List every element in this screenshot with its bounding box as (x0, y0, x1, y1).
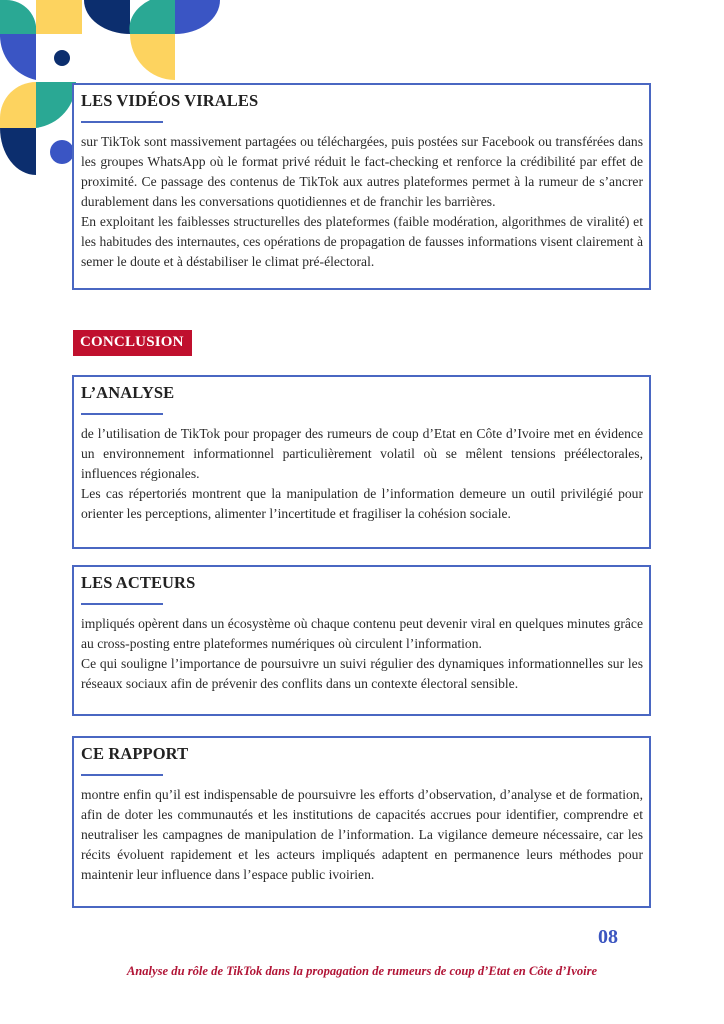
conclusion-badge: CONCLUSION (73, 330, 192, 356)
title-underline (81, 603, 163, 605)
yellow-quarter-circle-shape (0, 82, 36, 128)
section-paragraph: sur TikTok sont massivement partagées ou téléchargées, puis postées sur Facebook ou transférées dans les groupes WhatsApp où le format privé réduit le fact-checking et renforce la crédibilité par effet de proximité. Ce passage des contenus de TikTok aux autres plateformes permet à la rumeur de s’ancrer durablement dans les conversations quotidiennes et de franchir les barrières. (81, 134, 643, 209)
section-acteurs (72, 565, 651, 716)
section-title: CE RAPPORT (81, 744, 189, 763)
section-paragraph: Les cas répertoriés montrent que la manipulation de l’information demeure un outil privilégié pour orienter les perceptions, alimenter l’incertitude et fragiliser la cohésion sociale. (81, 486, 643, 521)
navy-top-quarter-shape (84, 0, 130, 34)
section-paragraph: En exploitant les faiblesses structurelles des plateformes (faible modération, algorithmes de viralité) et les habitudes des internautes, ces opérations de propagation de fausses informations visent clairement à semer le doute et à déstabiliser le climat pré-électoral. (81, 214, 643, 269)
title-underline (81, 413, 163, 415)
page-number: 08 (598, 926, 618, 948)
section-title: L’ANALYSE (81, 383, 175, 402)
teal-top-quarter-shape (129, 0, 175, 34)
teal-quarter-circle-shape (0, 0, 36, 34)
section-videos-virales (72, 83, 651, 290)
section-title: LES ACTEURS (81, 573, 196, 592)
yellow-square-shape (36, 0, 82, 34)
blue-quarter-circle-shape (0, 34, 36, 80)
blue-top-quarter-shape (175, 0, 220, 34)
title-underline (81, 774, 163, 776)
section-paragraph: impliqués opèrent dans un écosystème où chaque contenu peut devenir viral en quelques minutes grâce au cross-posting entre plateformes numériques où circulent l’information. (81, 616, 643, 651)
navy-quarter-circle-shape (0, 128, 36, 175)
blue-dot-shape (50, 140, 74, 164)
section-title: LES VIDÉOS VIRALES (81, 91, 259, 110)
footer-title: Analyse du rôle de TikTok dans la propagation de rumeurs de coup d’Etat en Côte d’Ivoire (126, 964, 598, 978)
section-paragraph: de l’utilisation de TikTok pour propager des rumeurs de coup d’Etat en Côte d’Ivoire met en évidence un environnement informationnel particulièrement volatil où se mêlent tensions préélectorales, influences régionales. (81, 426, 643, 481)
teal-quarter-circle-shape-2 (36, 82, 76, 128)
section-paragraph: Ce qui souligne l’importance de poursuivre un suivi régulier des dynamiques informationnelles sur les réseaux sociaux afin de prévenir des conflits dans un contexte électoral sensible. (81, 656, 643, 691)
navy-dot-shape (54, 50, 70, 66)
section-paragraph: montre enfin qu’il est indispensable de poursuivre les efforts d’observation, d’analyse et de formation, afin de doter les communautés et les institutions de capacités accrues pour identifier, comprendre et neutraliser les campagnes de manipulation de l’information. La vigilance demeure nécessaire, car les récits évoluent rapidement et les acteurs impliqués adaptent en permanence leurs méthodes pour maintenir leur influence dans l’espace public ivoirien. (81, 787, 643, 882)
yellow-top-quarter-shape (130, 34, 175, 80)
section-analyse (72, 375, 651, 549)
title-underline (81, 121, 163, 123)
section-rapport (72, 736, 651, 908)
